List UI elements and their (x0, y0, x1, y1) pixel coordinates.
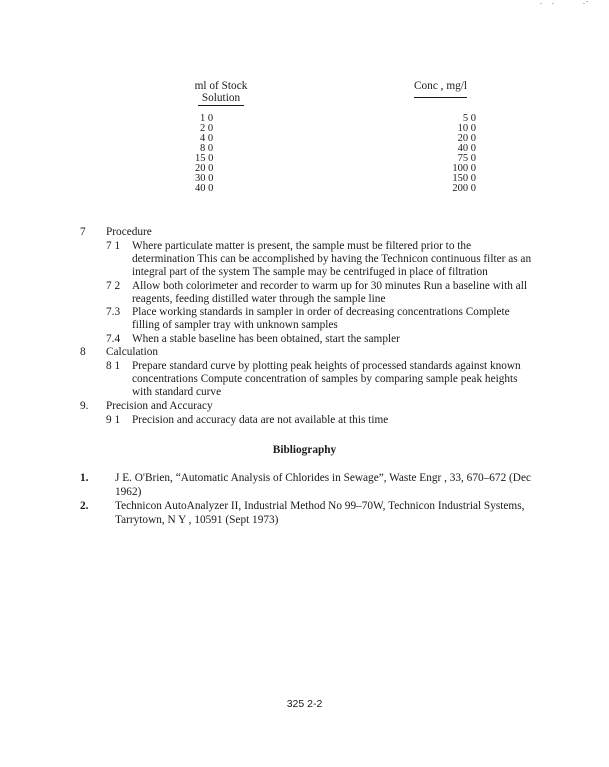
bibliography-title: Bibliography (272, 444, 337, 456)
table-header-line1: ml of Stock (194, 80, 248, 92)
table-column-ml (195, 114, 235, 194)
item-text-line: reagents, feeding distilled water through the sample line (132, 293, 386, 305)
item-text-line: Prepare standard curve by plotting peak heights of processed standards against known (132, 360, 521, 372)
table-cell: 4 0 (200, 133, 214, 144)
table-header-conc (414, 80, 467, 98)
table-header-conc-label: Conc , mg/l (414, 80, 467, 98)
table-cell: 20 0 (457, 133, 476, 144)
bibliography-number: 2. (80, 500, 89, 512)
section-number: 7 (80, 226, 86, 238)
table-cell: 40 0 (195, 183, 214, 194)
item-number: 7.3 (106, 306, 121, 318)
table-cell: 30 0 (195, 173, 214, 184)
item-number: 7 2 (106, 280, 121, 292)
table-cell: 75 0 (457, 153, 476, 164)
bibliography-text-line: 1962) (115, 486, 142, 498)
bibliography-text-line: J E. O'Brien, “Automatic Analysis of Chlorides in Sewage”, Waste Engr , 33, 670–672 (Dec (115, 472, 531, 484)
item-text-line: with standard curve (132, 386, 222, 398)
item-text-line: filling of sampler tray with unknown samples (132, 319, 338, 331)
item-text-line: integral part of the system The sample may be centrifuged in place of filtration (132, 266, 488, 278)
item-text-line: Precision and accuracy data are not available at this time (132, 414, 389, 426)
item-text-line: When a stable baseline has been obtained, start the sampler (132, 333, 400, 345)
item-text-line: Where particulate matter is present, the sample must be filtered prior to the (132, 240, 472, 252)
bibliography-text-line: Tarrytown, N Y , 10591 (Sept 1973) (115, 514, 279, 526)
section-number: 8 (80, 346, 86, 358)
scan-speck (586, 1, 588, 2)
section-title: Precision and Accuracy (106, 400, 213, 412)
item-number: 7 1 (106, 240, 121, 252)
section-number: 9. (80, 400, 89, 412)
scan-speck (540, 3, 542, 4)
table-cell: 100 0 (452, 163, 476, 174)
table-cell: 150 0 (452, 173, 476, 184)
page-number: 325 2-2 (286, 698, 323, 710)
item-text-line: Allow both colorimeter and recorder to warm up for 30 minutes Run a baseline with all (132, 280, 527, 292)
table-column-conc (430, 114, 476, 194)
table-header-line2: Solution (198, 92, 244, 106)
item-number: 9 1 (106, 414, 121, 426)
section-title: Procedure (106, 226, 152, 238)
item-number: 7.4 (106, 333, 121, 345)
table-cell: 5 0 (462, 113, 476, 124)
table-cell: 15 0 (195, 153, 214, 164)
item-text-line: concentrations Compute concentration of samples by comparing sample peak heights (132, 373, 518, 385)
scan-speck (552, 3, 554, 4)
table-cell: 200 0 (452, 183, 476, 194)
scan-speck (583, 3, 585, 4)
table-cell: 20 0 (195, 163, 214, 174)
bibliography-text-line: Technicon AutoAnalyzer II, Industrial Method No 99–70W, Technicon Industrial Systems, (115, 500, 525, 512)
section-title: Calculation (106, 346, 159, 358)
item-text-line: Place working standards in sampler in order of decreasing concentrations Complete (132, 306, 510, 318)
table-cell: 8 0 (200, 143, 214, 154)
table-cell: 10 0 (457, 123, 476, 134)
bibliography-number: 1. (80, 472, 89, 484)
table-cell: 1 0 (200, 113, 214, 124)
item-text-line: determination This can be accomplished by having the Technicon continuous filter as an (132, 253, 532, 265)
item-number: 8 1 (106, 360, 121, 372)
table-cell: 40 0 (457, 143, 476, 154)
table-cell: 2 0 (200, 123, 214, 134)
table-header-ml-stock (188, 80, 254, 106)
